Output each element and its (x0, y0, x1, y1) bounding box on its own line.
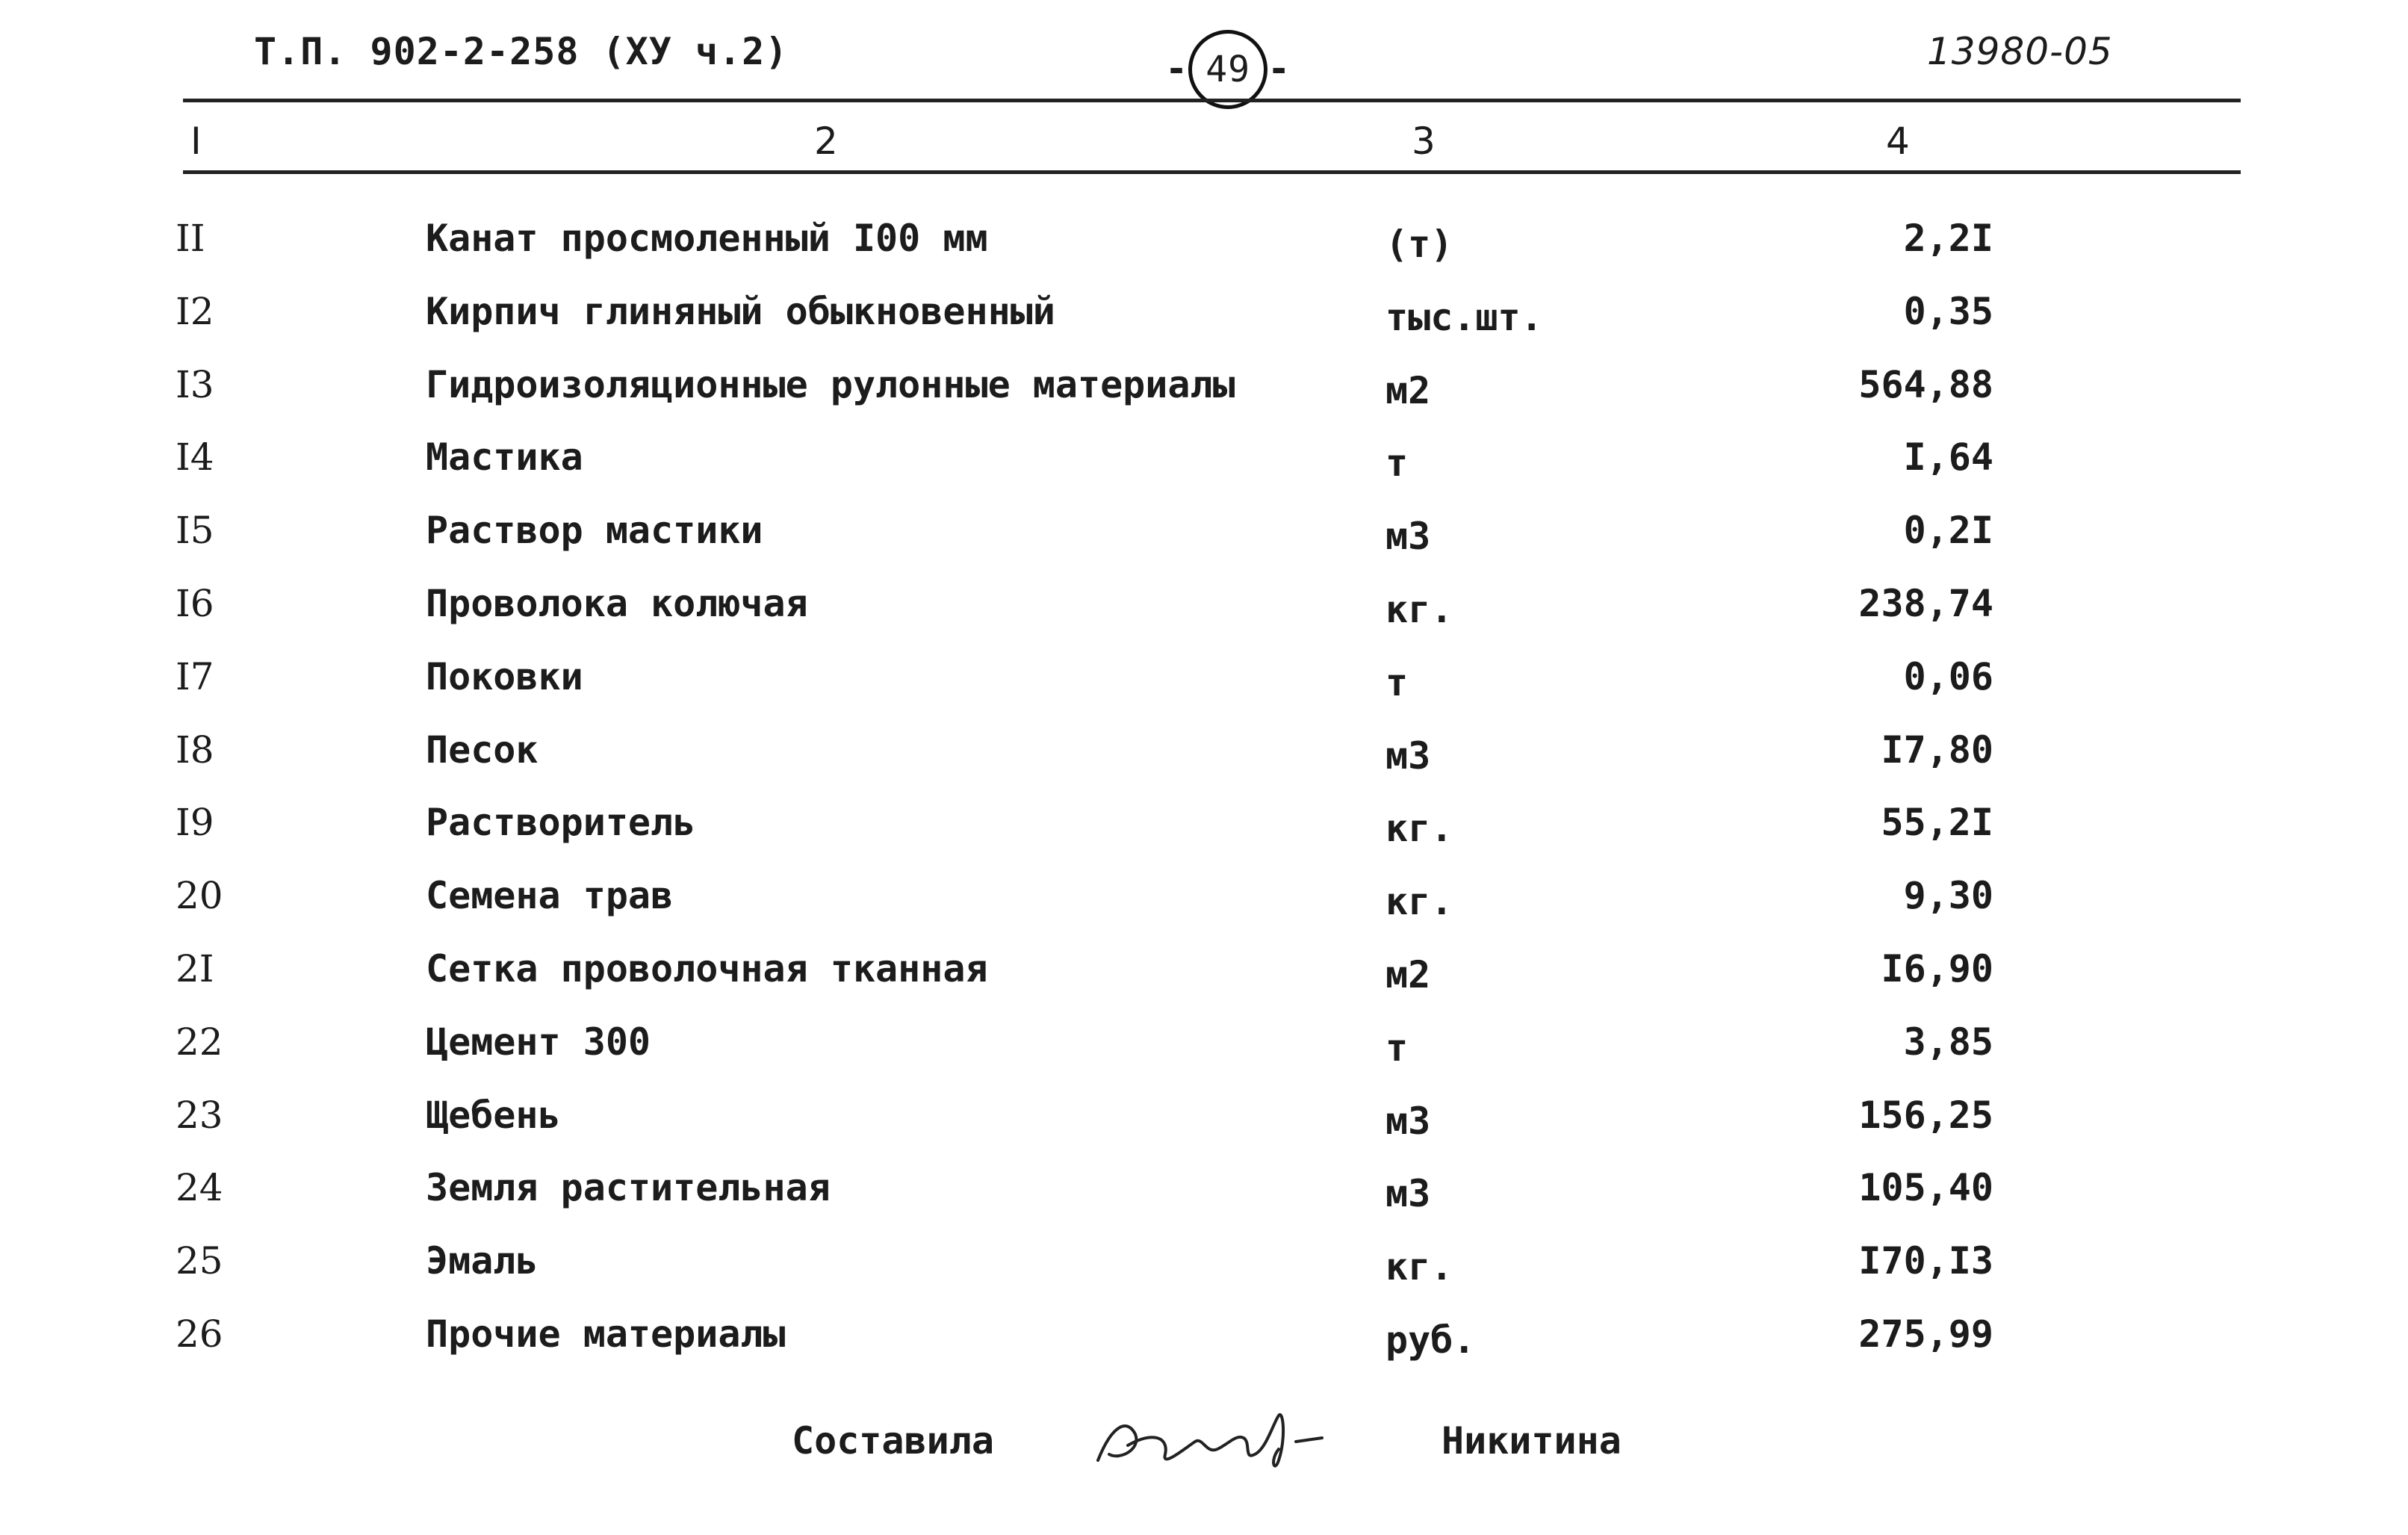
unit: м2 (1385, 368, 1431, 412)
unit: кг. (1385, 587, 1453, 631)
material-name: Растворитель (426, 801, 696, 845)
unit: тыс.шт. (1385, 295, 1543, 339)
row-number: 25 (176, 1239, 223, 1283)
row-number: I2 (176, 289, 214, 333)
unit: т (1385, 660, 1409, 704)
material-name: Раствор мастики (426, 509, 763, 553)
quantity: I,64 (1903, 435, 1993, 480)
material-name: Земля растительная (426, 1166, 831, 1210)
table-row (0, 874, 2408, 947)
quantity: 2,2I (1903, 217, 1993, 260)
signature (1083, 1408, 1329, 1484)
archive-number: 13980-05 (1927, 30, 2113, 73)
quantity: 0,2I (1903, 509, 1993, 553)
column-header-4: 4 (1886, 120, 1910, 163)
table-row (0, 801, 2408, 874)
row-number: 2I (176, 946, 214, 990)
material-name: Прочие материалы (426, 1312, 786, 1356)
unit: т (1385, 1026, 1409, 1070)
table-row (0, 655, 2408, 728)
material-name: Поковки (426, 654, 583, 698)
table-row (0, 1312, 2408, 1386)
page-number-circle: 49 (1188, 30, 1267, 109)
unit: м3 (1385, 1172, 1431, 1216)
table-row (0, 1020, 2408, 1094)
unit: м3 (1385, 734, 1431, 778)
table-row (0, 1239, 2408, 1312)
column-header-3: 3 (1412, 120, 1436, 163)
quantity: 105,40 (1858, 1166, 1993, 1210)
material-name: Канат просмоленный I00 мм (426, 217, 988, 260)
table-row (0, 1166, 2408, 1239)
materials-table (0, 217, 2408, 1386)
row-number: I5 (176, 509, 214, 553)
unit: м2 (1385, 952, 1431, 996)
table-row (0, 582, 2408, 655)
table-row (0, 728, 2408, 801)
column-header-1: I (190, 120, 202, 163)
table-row (0, 1094, 2408, 1167)
table-row (0, 290, 2408, 363)
top-rule (183, 99, 2241, 102)
quantity: 9,30 (1903, 874, 1993, 918)
row-number: I3 (176, 362, 214, 406)
quantity: 3,85 (1903, 1020, 1993, 1064)
page-number: - 49 - (1165, 30, 1291, 109)
quantity: I70,I3 (1858, 1239, 1993, 1283)
table-row (0, 435, 2408, 509)
material-name: Эмаль (426, 1239, 539, 1283)
material-name: Щебень (426, 1093, 561, 1137)
table-row (0, 217, 2408, 290)
compiled-by-label: Составила (792, 1419, 994, 1463)
row-number: II (176, 217, 205, 260)
table-row (0, 947, 2408, 1020)
material-name: Гидроизоляционные рулонные материалы (426, 362, 1235, 406)
quantity: 156,25 (1858, 1093, 1993, 1137)
material-name: Проволока колючая (426, 581, 808, 625)
quantity: 0,35 (1903, 289, 1993, 333)
row-number: I9 (176, 801, 214, 845)
quantity: 564,88 (1858, 362, 1993, 406)
material-name: Мастика (426, 435, 583, 480)
row-number: 23 (176, 1093, 223, 1137)
header-rule (183, 170, 2241, 174)
unit: кг. (1385, 1245, 1453, 1289)
material-name: Кирпич глиняный обыкновенный (426, 289, 1055, 333)
unit: (т) (1385, 223, 1453, 266)
unit: м3 (1385, 1099, 1431, 1143)
quantity: 238,74 (1858, 581, 1993, 625)
quantity: 275,99 (1858, 1312, 1993, 1356)
quantity: 0,06 (1903, 654, 1993, 698)
table-row (0, 363, 2408, 436)
document-code: Т.П. 902-2-258 (ХУ ч.2) (254, 30, 789, 73)
unit: м3 (1385, 515, 1431, 559)
unit: кг. (1385, 880, 1453, 924)
row-number: I7 (176, 654, 214, 698)
row-number: 22 (176, 1020, 223, 1064)
quantity: I7,80 (1881, 728, 1993, 772)
compiler-surname: Никитина (1442, 1419, 1622, 1463)
unit: т (1385, 441, 1409, 486)
quantity: I6,90 (1881, 946, 1993, 990)
row-number: I6 (176, 581, 214, 625)
table-row (0, 509, 2408, 582)
row-number: I4 (176, 435, 214, 480)
unit: кг. (1385, 807, 1453, 851)
column-header-2: 2 (814, 120, 838, 163)
unit: руб. (1385, 1318, 1476, 1362)
row-number: 26 (176, 1312, 223, 1356)
row-number: 24 (176, 1166, 223, 1210)
quantity: 55,2I (1881, 801, 1993, 845)
row-number: I8 (176, 728, 214, 772)
row-number: 20 (176, 874, 223, 918)
material-name: Песок (426, 728, 539, 772)
handwritten-signature (1083, 1408, 1329, 1475)
material-name: Семена трав (426, 874, 674, 918)
material-name: Цемент 300 (426, 1020, 651, 1064)
material-name: Сетка проволочная тканная (426, 946, 988, 990)
